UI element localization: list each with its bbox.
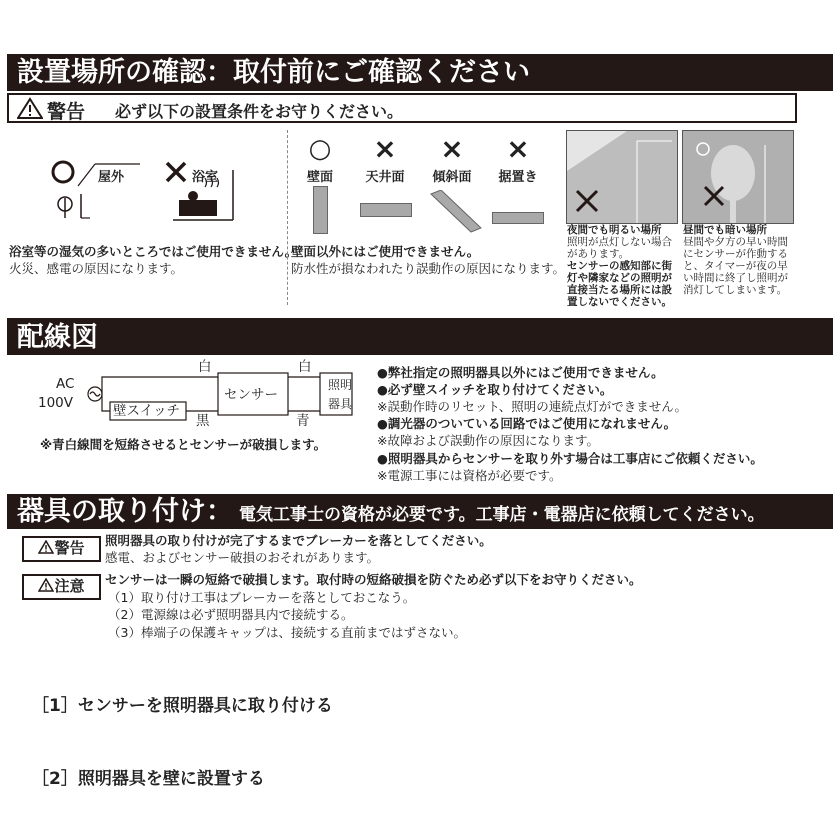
bullet-2: ●必ず壁スイッチを取り付けてください。 bbox=[377, 382, 613, 397]
wall-only-warning: 壁面以外にはご使用できません。 bbox=[291, 244, 480, 259]
day-line-5: 消灯してしまいます。 bbox=[683, 284, 788, 296]
warning-triangle-icon bbox=[17, 97, 43, 119]
bullet-7: ※電源工事には資格が必要です。 bbox=[377, 468, 562, 483]
floor-surface-shape bbox=[492, 212, 544, 224]
caution-tag bbox=[22, 574, 101, 600]
install-title: 器具の取り付け： bbox=[17, 496, 233, 527]
white-wire-1: 白 bbox=[198, 359, 212, 375]
floor-ng-mark: × bbox=[506, 132, 530, 165]
shock-risk: 感電、およびセンサー破損のおそれがあります。 bbox=[105, 550, 380, 565]
section-title-placement: 設置場所の確認：取付前にご確認ください bbox=[7, 54, 833, 91]
short-circuit-caution: センサーは一瞬の短絡で破損します。取付時の短絡破損を防ぐため必ず以下をお守りください。 bbox=[105, 572, 642, 587]
blue-wire: 青 bbox=[296, 413, 310, 429]
install-subtitle: 電気工事士の資格が必要です。工事店・電器店に依頼してください。 bbox=[239, 505, 765, 525]
night-line-1: 照明が点灯しない場合 bbox=[567, 236, 672, 248]
outdoor-ok-icon bbox=[50, 158, 140, 224]
day-line-3: と、タイマーが夜の早 bbox=[683, 260, 788, 272]
day-line-4: い時間に終了し照明が bbox=[683, 272, 788, 284]
night-bright-title: 夜間でも明るい場所 bbox=[567, 224, 662, 236]
warning-tag bbox=[22, 536, 101, 562]
wall-only-reason: 防水性が損なわれたり誤動作の原因になります。 bbox=[291, 261, 566, 276]
breaker-warning: 照明器具の取り付けが完了するまでブレーカーを落としてください。 bbox=[105, 533, 492, 548]
warning-tag-label: 警告 bbox=[54, 539, 85, 557]
humid-warning: 浴室等の湿気の多いところではご使用できません。 bbox=[9, 244, 298, 259]
ac-label: AC bbox=[56, 376, 75, 392]
night-bold-1: センサーの感知部に街 bbox=[567, 260, 672, 272]
night-bright-photo bbox=[566, 130, 678, 224]
caution-triangle-icon bbox=[38, 578, 54, 592]
fixture-label-1: 照明 bbox=[328, 378, 353, 392]
slope-ng-mark: × bbox=[440, 132, 464, 165]
wall-switch-label: 壁スイッチ bbox=[113, 403, 180, 419]
daytime-dark-title: 昼間でも暗い場所 bbox=[683, 224, 767, 236]
divider bbox=[287, 130, 288, 305]
humid-reason: 火災、感電の原因になります。 bbox=[9, 261, 184, 276]
bullet-3: ※誤動作時のリセット、照明の連続点灯ができません。 bbox=[377, 399, 687, 414]
bullet-1: ●弊社指定の照明器具以外にはご使用できません。 bbox=[377, 365, 664, 380]
warning-banner bbox=[7, 93, 797, 123]
floor-label: 据置き bbox=[498, 170, 538, 185]
white-wire-2: 白 bbox=[298, 359, 312, 375]
wall-surface-shape bbox=[313, 186, 328, 234]
slope-label: 傾斜面 bbox=[432, 170, 472, 185]
bathroom-label: 浴室 bbox=[192, 170, 219, 185]
night-bold-2: 灯や隣家などの照明が bbox=[567, 272, 672, 284]
step-2-heading: ［2］照明器具を壁に設置する bbox=[32, 769, 265, 789]
caution-item-3: （3）棒端子の保護キャップは、接続する直前まではずさない。 bbox=[108, 625, 466, 640]
section-title-installation bbox=[7, 494, 833, 529]
fixture-label-2: 器具 bbox=[328, 397, 353, 411]
bullet-5: ※故障および誤動作の原因になります。 bbox=[377, 433, 599, 448]
ceiling-surface-shape bbox=[360, 203, 412, 217]
night-bold-4: 置しないでください。 bbox=[567, 296, 672, 308]
outdoor-label: 屋外 bbox=[98, 170, 125, 185]
bullet-4: ●調光器のついている回路ではご使用になれません。 bbox=[377, 416, 677, 431]
caution-item-1: （1）取り付け工事はブレーカーを落としておこなう。 bbox=[108, 590, 416, 605]
short-circuit-note: ※青白線間を短絡させるとセンサーが破損します。 bbox=[40, 437, 327, 452]
night-line-2: があります。 bbox=[567, 248, 630, 260]
warning-triangle-icon bbox=[38, 540, 54, 554]
daytime-dark-photo bbox=[682, 130, 794, 224]
night-bold-3: 直接当たる場所には設 bbox=[567, 284, 672, 296]
day-line-1: 昼間や夕方の早い時間 bbox=[683, 236, 788, 248]
warning-text: 必ず以下の設置条件をお守りください。 bbox=[115, 102, 404, 121]
section-title-wiring: 配線図 bbox=[7, 318, 833, 355]
ceiling-ng-mark: × bbox=[373, 132, 397, 165]
wall-ok-mark: ○ bbox=[308, 134, 332, 164]
ceiling-label: 天井面 bbox=[365, 170, 405, 185]
caution-tag-label: 注意 bbox=[54, 577, 85, 595]
caution-item-2: （2）電源線は必ず照明器具内で接続する。 bbox=[108, 607, 354, 622]
sensor-label: センサー bbox=[224, 387, 278, 403]
black-wire: 黒 bbox=[196, 413, 210, 429]
wall-label: 壁面 bbox=[306, 170, 333, 185]
step-1-heading: ［1］センサーを照明器具に取り付ける bbox=[32, 696, 333, 716]
day-line-2: にセンサーが作動する bbox=[683, 248, 788, 260]
warning-label: 警告 bbox=[47, 101, 86, 123]
voltage-label: 100V bbox=[38, 395, 74, 411]
bullet-6: ●照明器具からセンサーを取り外す場合は工事店にご依頼ください。 bbox=[377, 451, 763, 466]
slope-surface-shape bbox=[425, 190, 485, 234]
